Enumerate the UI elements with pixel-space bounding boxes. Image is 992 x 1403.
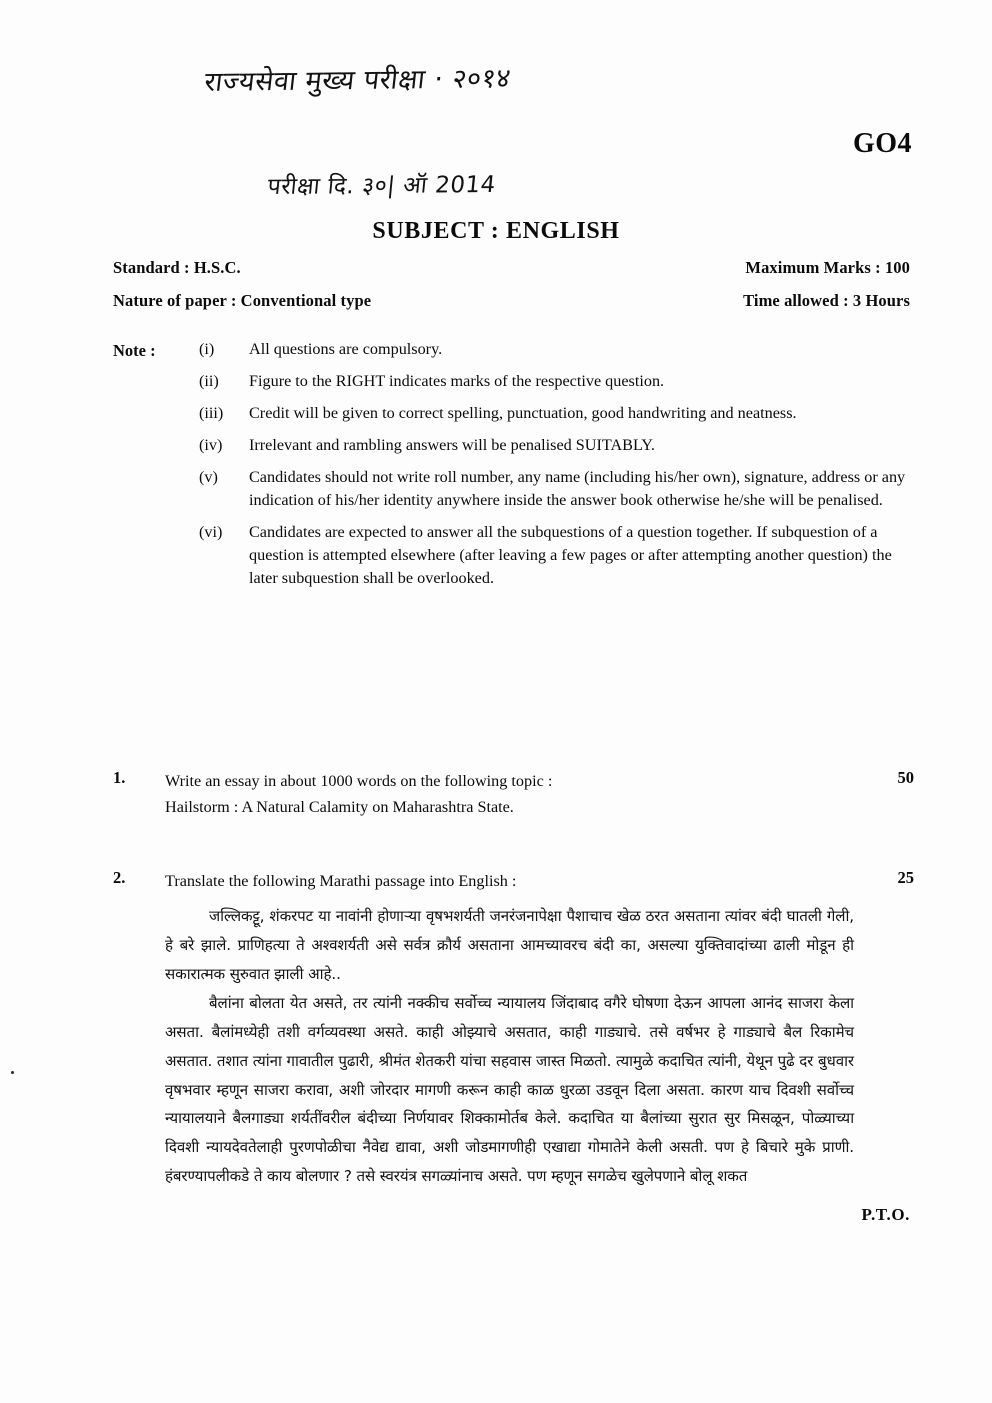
question-spacer bbox=[113, 820, 914, 868]
note-item-numeral: (v) bbox=[199, 468, 218, 486]
note-item-text: Credit will be given to correct spelling, punctuation, good handwriting and neatness. bbox=[249, 404, 797, 422]
note-item-numeral: (iv) bbox=[199, 436, 223, 454]
scan-artifact-speck bbox=[11, 1071, 14, 1074]
note-item-text: Candidates are expected to answer all the subquestions of a question together. If subquestion of a question is attempted elsewhere (after leaving a few pages or after attempting another question) the later subquestion shall be overlooked. bbox=[249, 523, 892, 587]
note-item-text: Irrelevant and rambling answers will be penalised SUITABLY. bbox=[249, 436, 655, 454]
page-turn-over-label: P.T.O. bbox=[861, 1205, 910, 1224]
subject-title: SUBJECT : ENGLISH bbox=[372, 218, 620, 244]
question-prompt: Translate the following Marathi passage into English : bbox=[165, 872, 517, 891]
marathi-passage-paragraph: जल्लिकट्टू, शंकरपट या नावांनी होणाऱ्या वृषभशर्यती जनरंजनापेक्षा पैशाचाच खेळ ठरत असताना त्यांवर बंदी घातली गेली, हे बरे झाले. प्राणिहत्या ते अश्वशर्यती असे सर्वत्र क्रौर्य असताना आमच्यावरच बंदी का, असल्या युक्तिवादांच्या ढाली मोडून ही सकारात्मक सुरुवात झाली आहे.. bbox=[165, 906, 854, 983]
note-item-text: All questions are compulsory. bbox=[249, 340, 443, 358]
question-section bbox=[113, 768, 914, 1191]
time-allowed-label: Time allowed : 3 Hours bbox=[743, 291, 910, 310]
note-item-text: Candidates should not write roll number, any name (including his/her own), signature, address or any indication of his/her identity anywhere inside the answer book otherwise he/she will be penalised. bbox=[249, 468, 906, 509]
metadata-row bbox=[113, 258, 910, 278]
note-item-numeral: (ii) bbox=[199, 372, 219, 390]
note-section bbox=[113, 338, 914, 599]
note-item bbox=[199, 434, 914, 457]
question-number: 1. bbox=[113, 768, 126, 787]
question-topic: Hailstorm : A Natural Calamity on Maharashtra State. bbox=[165, 798, 514, 817]
marathi-passage-paragraph: बैलांना बोलता येत असते, तर त्यांनी नक्कीच सर्वोच्च न्यायालय जिंदाबाद वगैरे घोषणा देऊन आपला आनंद साजरा केला असता. बैलांमध्येही तशी वर्गव्यवस्था असते. काही ओझ्याचे असतात, काही गाड्याचे. तसे वर्षभर हे गाड्याचे बैल रिकामेच असतात. तशात त्यांना गावातील पुढारी, श्रीमंत शेतकरी यांचा सहवास जास्त मिळतो. त्यामुळे कदाचित त्यांनी, येथून पुढे दर बुधवार वृषभवार म्हणून साजरा करावा, अशी जोरदार मागणी करून काही काळ धुरळा उडवून दिला असता. कारण याच दिवशी सर्वोच्च न्यायालयाने बैलगाड्या शर्यतींवरील बंदीच्या निर्णयावर शिक्कामोर्तब केले. कदाचित या बैलांच्या सुरात सुर मिसळून, पोळ्याच्या दिवशी न्यायदेवतेलाही पुरणपोळीचा नैवेद्य द्यावा, अशी जोडमागणीही एखाद्या गोमातेने केली असती. पण हे बिचारे मुके प्राणी. हंबरण्यापलीकडे ते काय बोलणार ? तसे स्वरयंत्र सगळ्यांनाच असते. पण म्हणून सगळेच खुलेपणाने बोलू शकत bbox=[165, 993, 854, 1186]
question-body bbox=[165, 868, 868, 1191]
note-item bbox=[199, 466, 914, 512]
note-item-numeral: (iii) bbox=[199, 404, 224, 422]
question-body bbox=[165, 768, 868, 820]
note-item bbox=[199, 402, 914, 425]
question-2 bbox=[113, 868, 914, 1191]
note-item bbox=[199, 338, 914, 361]
question-marks: 50 bbox=[897, 768, 914, 787]
metadata-row bbox=[113, 291, 910, 311]
handwritten-exam-date: परीक्षा दि. ३०| ऑ 2014 bbox=[266, 172, 498, 200]
note-item-numeral: (vi) bbox=[199, 523, 223, 541]
marathi-passage bbox=[165, 902, 854, 1192]
handwritten-exam-title: राज्यसेवा मुख्य परीक्षा · २०१४ bbox=[202, 63, 513, 98]
question-number: 2. bbox=[113, 868, 126, 888]
maximum-marks-label: Maximum Marks : 100 bbox=[745, 258, 910, 277]
note-item bbox=[199, 370, 914, 393]
question-marks: 25 bbox=[897, 868, 914, 888]
note-item-numeral: (i) bbox=[199, 340, 215, 358]
note-heading: Note : bbox=[113, 341, 156, 360]
exam-metadata bbox=[113, 258, 910, 324]
standard-label: Standard : H.S.C. bbox=[113, 258, 241, 277]
paper-code: GO4 bbox=[852, 128, 912, 159]
nature-of-paper-label: Nature of paper : Conventional type bbox=[113, 291, 372, 310]
question-1 bbox=[113, 768, 914, 820]
note-item-text: Figure to the RIGHT indicates marks of the respective question. bbox=[249, 372, 665, 390]
question-prompt: Write an essay in about 1000 words on the following topic : bbox=[165, 772, 553, 790]
note-item bbox=[199, 521, 914, 590]
note-item-list bbox=[199, 338, 914, 590]
